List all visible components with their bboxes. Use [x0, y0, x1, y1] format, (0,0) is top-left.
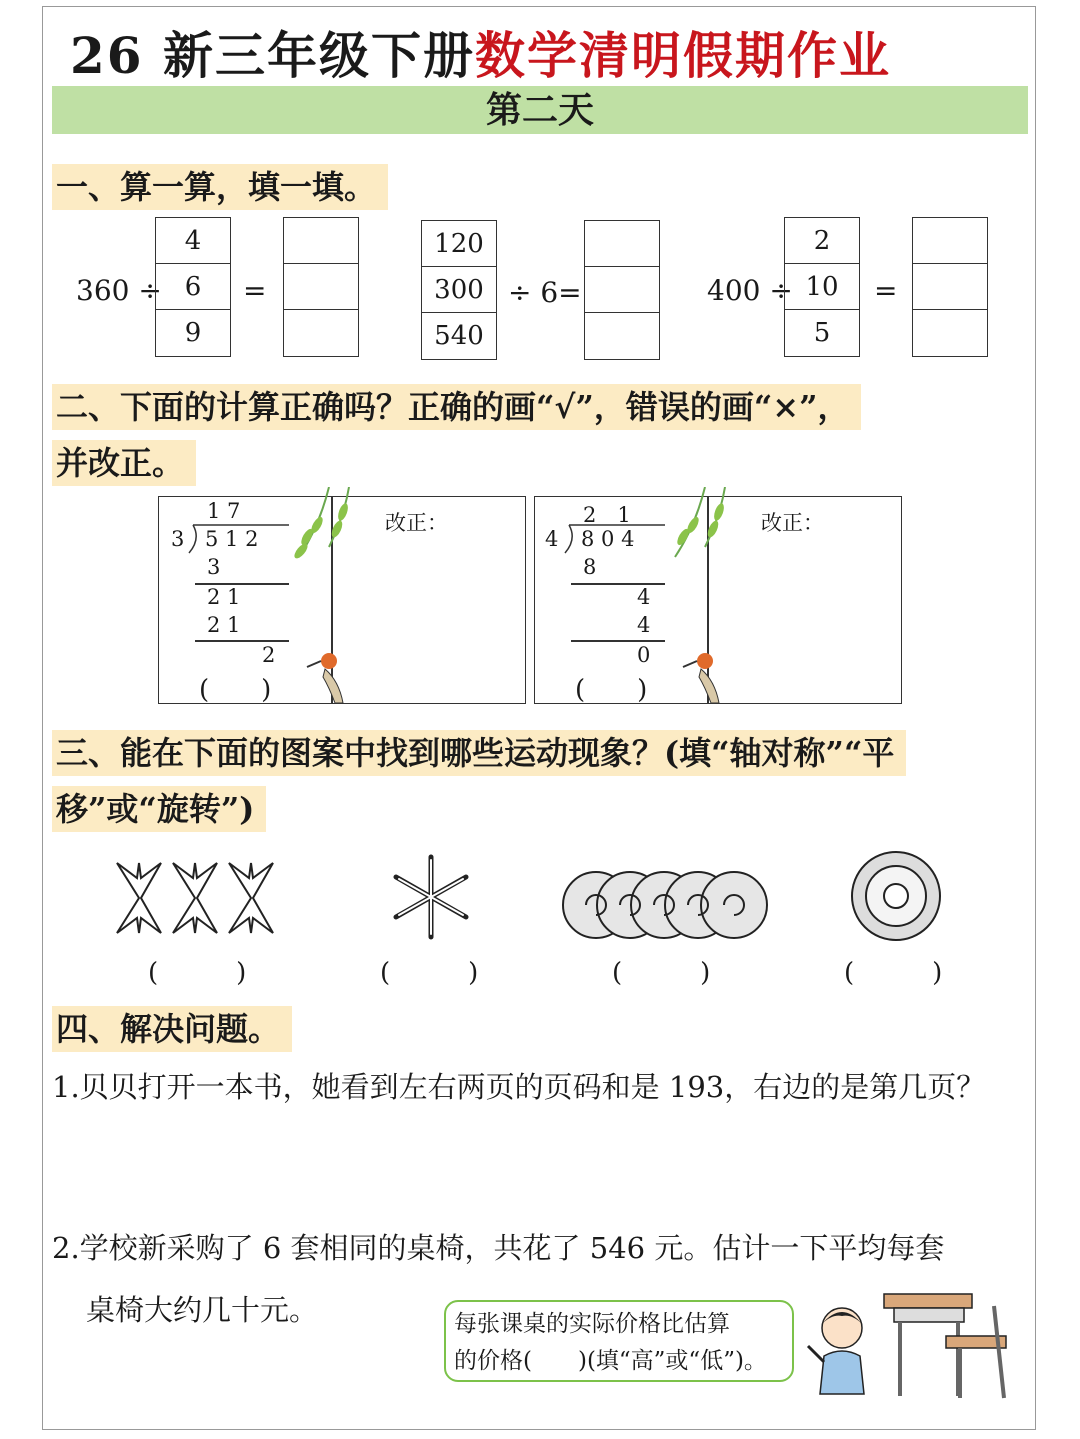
group3-prefix: 400 ÷ — [707, 274, 793, 307]
step2: 2 1 — [207, 585, 241, 609]
title-red-part: 数学清明假期作业 — [475, 26, 891, 85]
problem-1: 1.贝贝打开一本书，她看到左右两页的页码和是 193，右边的是第几页？ — [52, 1070, 986, 1104]
problem-2-line2: 桌椅大约几十元。 — [86, 1293, 319, 1327]
rule — [571, 640, 665, 642]
remainder: 2 — [262, 643, 276, 667]
pattern-answer-1[interactable]: ( ) — [148, 958, 247, 988]
woodpecker-icon — [675, 647, 735, 707]
butterfly-pattern-icon — [112, 858, 282, 940]
boy-illustration-icon — [806, 1300, 876, 1396]
correction-label: 改正： — [385, 511, 448, 535]
group1-answer-boxes[interactable] — [283, 217, 359, 357]
step1: 3 — [207, 555, 221, 579]
rule — [571, 583, 665, 585]
remainder: 0 — [637, 643, 651, 667]
group3-answer-boxes[interactable] — [912, 217, 988, 357]
answer-cell[interactable] — [284, 264, 358, 310]
judgement-blank[interactable]: ( ) — [575, 675, 648, 705]
section3-heading-line1: 三、能在下面的图案中找到哪些运动现象？(填“轴对称”“平 — [52, 728, 906, 774]
rule — [195, 640, 289, 642]
section4-heading: 四、解决问题。 — [52, 1004, 292, 1050]
hint-bubble — [444, 1300, 794, 1382]
section1-heading: 一、算一算，填一填。 — [52, 162, 388, 208]
quotient: 2 1 — [583, 503, 631, 527]
swirl-pattern-icon — [560, 868, 772, 942]
group2-answer-boxes[interactable] — [584, 220, 660, 360]
group2-suffix: ÷ 6= — [508, 276, 582, 309]
judgement-blank[interactable]: ( ) — [199, 675, 272, 705]
group3-equals: = — [874, 274, 898, 307]
group2-values — [421, 220, 497, 360]
step1: 8 — [583, 555, 597, 579]
title-black-part: 26 新三年级下册 — [70, 26, 475, 85]
answer-cell[interactable] — [585, 267, 659, 313]
hint-line1: 每张课桌的实际价格比估算 — [454, 1311, 730, 1337]
dividend: 8 0 4 — [581, 527, 635, 551]
pattern-answer-3[interactable]: ( ) — [612, 958, 711, 988]
step2: 4 — [637, 585, 651, 609]
division-panel-2 — [534, 496, 902, 704]
problem-2-line1: 2.学校新采购了 6 套相同的桌椅，共花了 546 元。估计一下平均每套 — [52, 1231, 945, 1265]
value-cell: 10 — [785, 264, 859, 310]
divisor: 3 — [171, 527, 185, 551]
page-title — [70, 16, 891, 88]
hint-line2: 的价格( )(填“高”或“低”)。 — [454, 1348, 767, 1374]
answer-cell[interactable] — [284, 218, 358, 264]
value-cell: 300 — [422, 267, 496, 313]
dividend: 5 1 2 — [205, 527, 259, 551]
section2-heading-line2: 并改正。 — [52, 438, 196, 484]
group1-equals: = — [243, 274, 267, 307]
woodpecker-icon — [299, 647, 359, 707]
answer-cell[interactable] — [585, 313, 659, 359]
answer-cell[interactable] — [284, 310, 358, 356]
group3-values — [784, 217, 860, 357]
value-cell: 6 — [156, 264, 230, 310]
answer-cell[interactable] — [585, 221, 659, 267]
answer-cell[interactable] — [913, 264, 987, 310]
desk-chair-icon — [880, 1286, 1020, 1404]
step3: 2 1 — [207, 613, 241, 637]
chrysanthemum-icon — [846, 850, 946, 942]
day-banner: 第二天 — [52, 86, 1028, 134]
value-cell: 120 — [422, 221, 496, 267]
correction-label: 改正： — [761, 511, 824, 535]
value-cell: 540 — [434, 321, 484, 351]
section2-heading-line1: 二、下面的计算正确吗？正确的画“√”，错误的画“×”， — [52, 382, 861, 428]
answer-cell[interactable] — [913, 218, 987, 264]
value-cell: 4 — [156, 218, 230, 264]
divisor: 4 — [545, 527, 559, 551]
division-panel-1 — [158, 496, 526, 704]
value-cell: 2 — [785, 218, 859, 264]
step3: 4 — [637, 613, 651, 637]
snowflake-icon — [386, 852, 476, 942]
pattern-answer-4[interactable]: ( ) — [844, 958, 943, 988]
value-cell: 5 — [813, 318, 831, 348]
group1-values — [155, 217, 231, 357]
pattern-answer-2[interactable]: ( ) — [380, 958, 479, 988]
answer-cell[interactable] — [913, 310, 987, 356]
value-cell: 9 — [184, 318, 202, 348]
group1-prefix: 360 ÷ — [76, 274, 162, 307]
quotient: 1 7 — [207, 499, 241, 523]
section3-heading-line2: 移”或“旋转”) — [52, 784, 266, 830]
